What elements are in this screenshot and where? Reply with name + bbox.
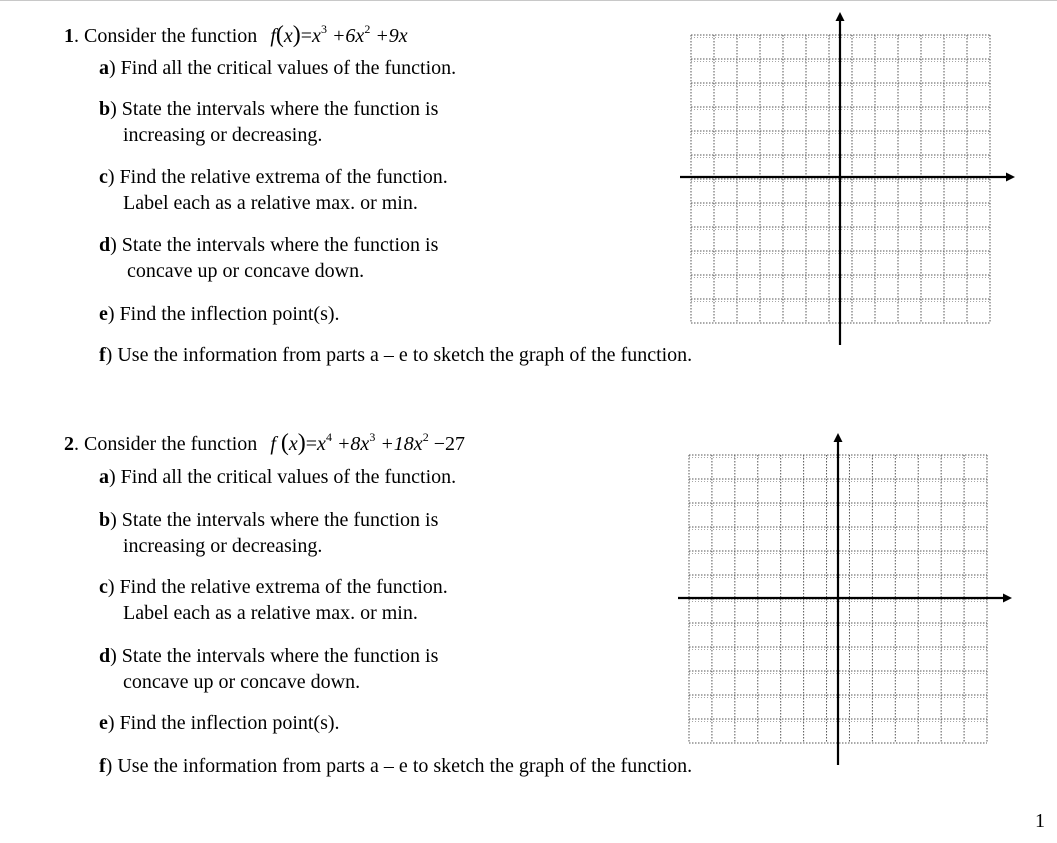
page-number: 1: [1035, 810, 1045, 832]
exponent: 2: [364, 22, 371, 36]
part-d: d) State the intervals where the function is: [99, 645, 439, 667]
part-text: Find all the critical values of the function.: [120, 466, 457, 488]
term: +9x: [375, 25, 408, 47]
term: x: [317, 433, 326, 455]
term: x: [312, 25, 321, 47]
function-variable: x: [288, 433, 298, 455]
term: +18x: [380, 433, 423, 455]
part-text-continued: increasing or decreasing.: [123, 535, 323, 557]
part-text-continued: concave up or concave down.: [127, 260, 365, 282]
part-letter: d: [99, 234, 111, 256]
y-axis-arrow-icon: [834, 433, 843, 442]
part-text: Find all the critical values of the function.: [120, 57, 457, 79]
part-text-continued: Label each as a relative max. or min.: [123, 192, 418, 214]
part-d: d) State the intervals where the function is: [99, 234, 439, 256]
part-text: State the intervals where the function is: [121, 645, 439, 667]
x-axis-arrow-icon: [1003, 594, 1012, 603]
term: +8x: [336, 433, 370, 455]
part-f: f) Use the information from parts a – e to sketch the graph of the function.: [99, 344, 693, 366]
part-e: e) Find the inflection point(s).: [99, 303, 340, 325]
part-text-continued: Label each as a relative max. or min.: [123, 602, 418, 624]
exponent: 3: [320, 22, 327, 36]
part-a: a) Find all the critical values of the function.: [99, 57, 457, 79]
function-expression: $f(x)=x^3 +6x^2 +9x$: [270, 22, 408, 48]
function-variable: x: [283, 25, 293, 47]
part-text: State the intervals where the function is: [121, 509, 439, 531]
part-f: f) Use the information from parts a – e to sketch the graph of the function.: [99, 755, 693, 777]
part-text-continued: concave up or concave down.: [123, 671, 361, 693]
part-letter: f: [99, 344, 106, 366]
problem-2-heading: 2. Consider the function f $(x)=x^4 +8x^3 +18x^2 -27$: [64, 430, 465, 456]
part-text: Find the inflection point(s).: [119, 303, 340, 325]
part-text: Find the relative extrema of the function.: [119, 166, 448, 188]
term: −27: [433, 433, 465, 455]
part-c: c) Find the relative extrema of the function.: [99, 166, 448, 188]
part-text: Find the relative extrema of the function.: [119, 576, 448, 598]
part-letter: d: [99, 645, 111, 667]
function-name: f: [270, 25, 276, 47]
part-e: e) Find the inflection point(s).: [99, 712, 340, 734]
part-text-continued: increasing or decreasing.: [123, 124, 323, 146]
part-letter: b: [99, 509, 111, 531]
problem-intro: Consider the function: [84, 433, 258, 455]
part-letter: c: [99, 166, 108, 188]
part-text: Use the information from parts a – e to sketch the graph of the function.: [117, 344, 693, 366]
problem-intro: Consider the function: [84, 25, 258, 47]
problem-number: 2: [64, 433, 74, 455]
part-b: b) State the intervals where the function is: [99, 98, 439, 120]
part-c: c) Find the relative extrema of the function.: [99, 576, 448, 598]
part-letter: a: [99, 466, 109, 488]
part-text: Use the information from parts a – e to sketch the graph of the function.: [117, 755, 693, 777]
part-text: Find the inflection point(s).: [119, 712, 340, 734]
part-b: b) State the intervals where the function is: [99, 509, 439, 531]
part-text: State the intervals where the function is: [121, 98, 439, 120]
part-letter: e: [99, 712, 108, 734]
problem-1-heading: 1. Consider the function $f(x)=x^3 +6x^2 +9x$: [64, 22, 408, 48]
exponent: 2: [422, 430, 429, 444]
exponent: 3: [369, 430, 376, 444]
part-letter: c: [99, 576, 108, 598]
function-expression: f $(x)=x^4 +8x^3 +18x^2 -27$: [270, 430, 465, 456]
part-a: a) Find all the critical values of the function.: [99, 466, 457, 488]
part-letter: b: [99, 98, 111, 120]
term: +6x: [331, 25, 365, 47]
part-text: State the intervals where the function is: [121, 234, 439, 256]
problem-number: 1: [64, 25, 74, 47]
function-name: f: [270, 433, 276, 455]
part-letter: e: [99, 303, 108, 325]
part-letter: f: [99, 755, 106, 777]
exponent: 4: [325, 430, 332, 444]
part-letter: a: [99, 57, 109, 79]
